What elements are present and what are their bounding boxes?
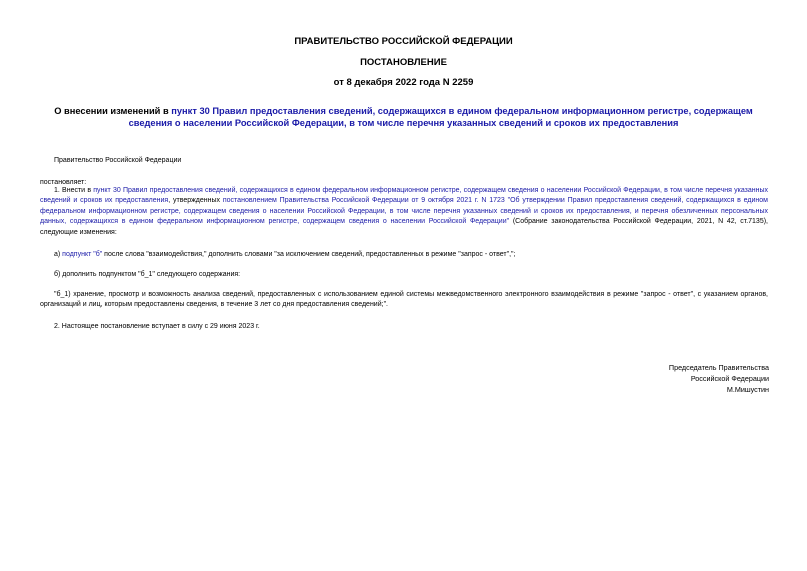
item-a-link[interactable]: подпункт "б": [62, 251, 103, 258]
item-b1-paragraph: "б_1) хранение, просмотр и возможность анализа сведений, предоставленных с использованием единой системы межведомственного электронного взаимодействия в режиме "запрос - ответ", с указанием органов, организаций и лиц, которым предоставлены сведения, в течение 3 лет со дня предоставления сведений;".: [40, 291, 768, 309]
item-1-paragraph: [40, 186, 768, 238]
item-1-link-point-30[interactable]: пункт 30 Правил предоставления сведений, содержащихся в едином федеральном информационном регистре, содержащем сведения о населении Российской Федерации, в том числе перечня указанных сведений и сроков их предоставления: [40, 187, 768, 205]
item-a-paragraph: [54, 250, 515, 260]
item-b-paragraph: б) дополнить подпунктом "б_1" следующего содержания:: [54, 271, 241, 278]
intro-paragraph: Правительство Российской Федерации: [54, 157, 182, 164]
item-1-text-start: 1. Внести в: [54, 187, 94, 194]
item-a-label: а): [54, 251, 63, 258]
government-heading: ПРАВИТЕЛЬСТВО РОССИЙСКОЙ ФЕДЕРАЦИИ: [294, 36, 513, 47]
document-title: [40, 105, 767, 129]
document-type-heading: ПОСТАНОВЛЕНИЕ: [360, 57, 447, 68]
signature-name: М.Мишустин: [726, 385, 769, 394]
date-number-heading: от 8 декабря 2022 года N 2259: [333, 77, 474, 88]
signature-position: Председатель Правительства: [668, 363, 769, 372]
title-prefix: О внесении изменений в: [54, 106, 172, 116]
item-1-link-resolution[interactable]: постановлением Правительства Российской Федерации от 9 октября 2021 г. N 1723 "Об утверждении Правил предоставления сведений, содержащихся в едином федеральном информационном регистре, содержащем сведения о населении Российской Федерации, в том числе перечня указанных сведений и сроков их предоставления, и перечня обезличенных персональных данных, содержащихся в едином федеральном информационном регистре, содержащем сведения о населении Российской Федерации": [40, 197, 768, 226]
item-a-text: после слова "взаимодействия," дополнить словами "за исключением сведений, предоставленных в режиме "запрос - ответ",";: [102, 251, 516, 258]
decree-paragraph: постановляет:: [40, 179, 87, 186]
signature-block: [669, 362, 769, 395]
signature-organization: Российской Федерации: [690, 374, 769, 383]
item-1-text-end: (Собрание законодательства Российской Федерации, 2021, N 42, ст.7135), следующие изменения:: [40, 218, 768, 236]
item-1-text-mid: , утвержденных: [168, 197, 223, 205]
title-link[interactable]: пункт 30 Правил предоставления сведений, содержащихся в едином федеральном информационном регистре, содержащем сведения о населении Российской Федерации, в том числе перечня указанных сведений и сроков их предоставления: [128, 106, 753, 128]
item-2-paragraph: 2. Настоящее постановление вступает в силу с 29 июня 2023 г.: [54, 323, 260, 330]
